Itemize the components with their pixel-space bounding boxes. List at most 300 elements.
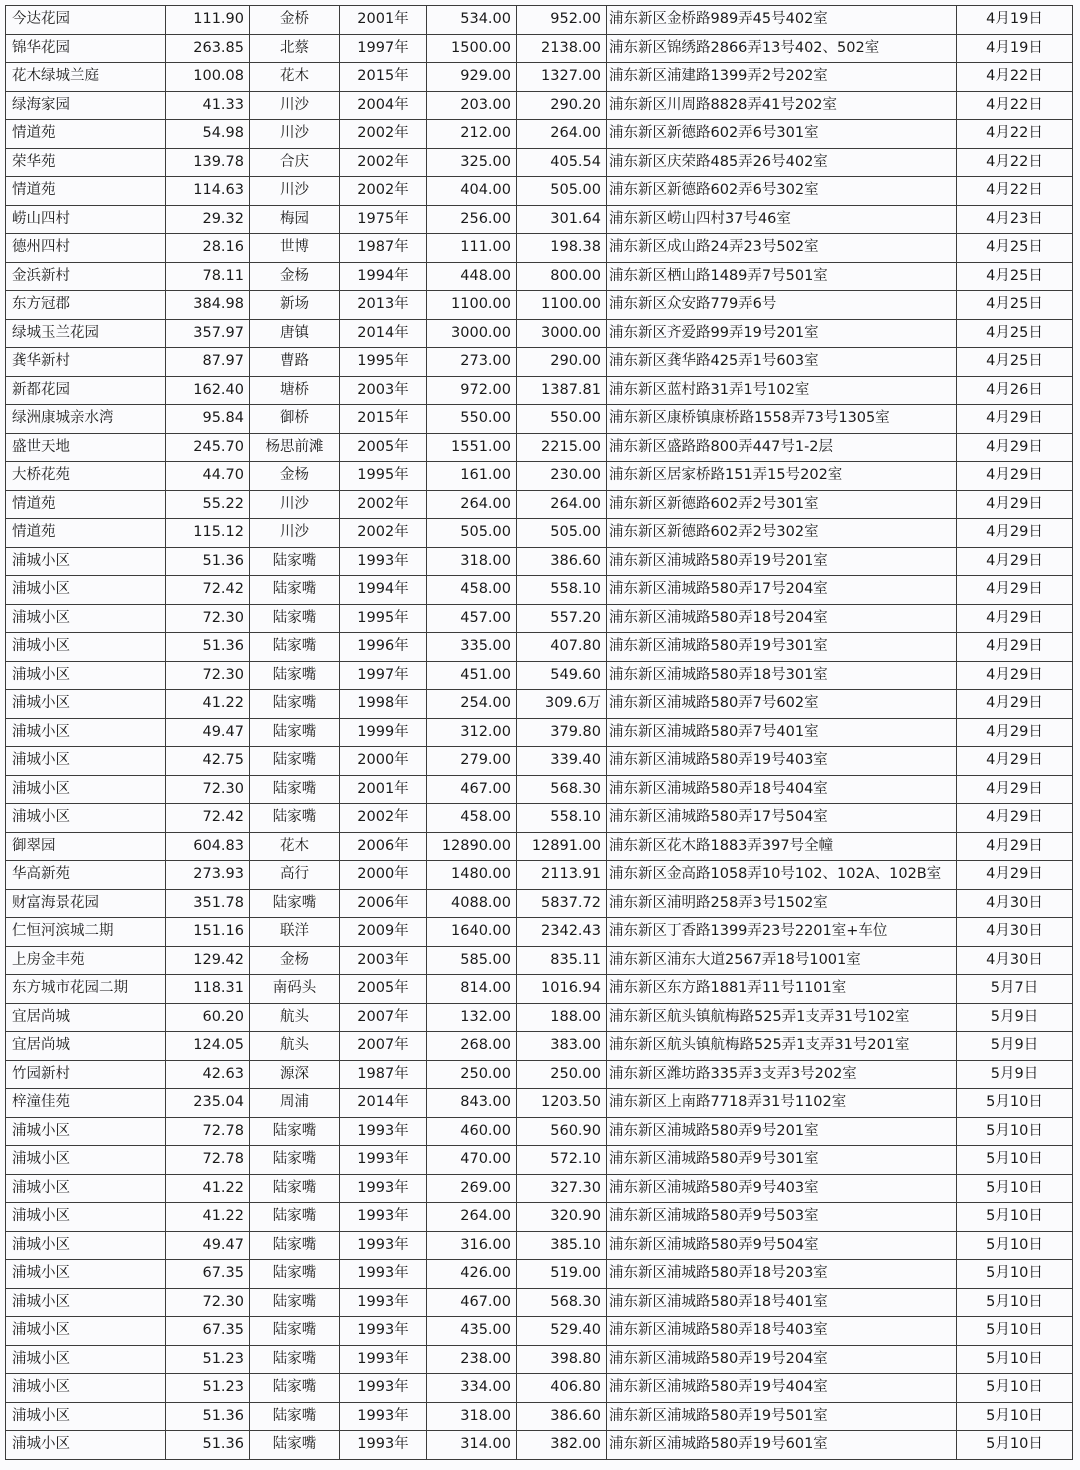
address-cell: 浦东新区浦城路580弄17号204室 bbox=[607, 576, 957, 605]
table-row bbox=[6, 1174, 1073, 1203]
table-row bbox=[6, 319, 1073, 348]
built-year-cell: 2005年 bbox=[340, 433, 427, 462]
built-year-cell: 1995年 bbox=[340, 462, 427, 491]
list-price-cell: 952.00 bbox=[517, 6, 607, 35]
estate-name-cell: 浦城小区 bbox=[6, 1288, 166, 1317]
total-price-cell: 279.00 bbox=[427, 747, 517, 776]
estate-name-cell: 浦城小区 bbox=[6, 1402, 166, 1431]
table-row bbox=[6, 376, 1073, 405]
address-cell: 浦东新区成山路24弄23号502室 bbox=[607, 234, 957, 263]
date-cell: 4月22日 bbox=[957, 91, 1073, 120]
date-cell: 5月10日 bbox=[957, 1203, 1073, 1232]
date-cell: 4月29日 bbox=[957, 576, 1073, 605]
table-row bbox=[6, 519, 1073, 548]
area-cell: 351.78 bbox=[166, 889, 250, 918]
date-cell: 4月29日 bbox=[957, 718, 1073, 747]
date-cell: 4月29日 bbox=[957, 462, 1073, 491]
table-row bbox=[6, 177, 1073, 206]
table-row bbox=[6, 718, 1073, 747]
area-cell: 72.30 bbox=[166, 775, 250, 804]
built-year-cell: 1975年 bbox=[340, 205, 427, 234]
estate-name-cell: 浦城小区 bbox=[6, 718, 166, 747]
area-cell: 129.42 bbox=[166, 946, 250, 975]
list-price-cell: 800.00 bbox=[517, 262, 607, 291]
date-cell: 5月9日 bbox=[957, 1032, 1073, 1061]
list-price-cell: 519.00 bbox=[517, 1260, 607, 1289]
list-price-cell: 383.00 bbox=[517, 1032, 607, 1061]
date-cell: 5月10日 bbox=[957, 1402, 1073, 1431]
list-price-cell: 379.80 bbox=[517, 718, 607, 747]
list-price-cell: 301.64 bbox=[517, 205, 607, 234]
date-cell: 4月29日 bbox=[957, 547, 1073, 576]
built-year-cell: 2006年 bbox=[340, 832, 427, 861]
list-price-cell: 398.80 bbox=[517, 1345, 607, 1374]
date-cell: 5月9日 bbox=[957, 1060, 1073, 1089]
district-cell: 陆家嘴 bbox=[250, 775, 340, 804]
list-price-cell: 339.40 bbox=[517, 747, 607, 776]
address-cell: 浦东新区众安路779弄6号 bbox=[607, 291, 957, 320]
total-price-cell: 312.00 bbox=[427, 718, 517, 747]
district-cell: 南码头 bbox=[250, 975, 340, 1004]
address-cell: 浦东新区金高路1058弄10号102、102A、102B室 bbox=[607, 861, 957, 890]
table-row bbox=[6, 1003, 1073, 1032]
table-row bbox=[6, 205, 1073, 234]
address-cell: 浦东新区浦城路580弄19号601室 bbox=[607, 1431, 957, 1460]
built-year-cell: 2000年 bbox=[340, 861, 427, 890]
address-cell: 浦东新区居家桥路151弄15号202室 bbox=[607, 462, 957, 491]
total-price-cell: 161.00 bbox=[427, 462, 517, 491]
list-price-cell: 250.00 bbox=[517, 1060, 607, 1089]
district-cell: 陆家嘴 bbox=[250, 1402, 340, 1431]
district-cell: 金杨 bbox=[250, 946, 340, 975]
table-row bbox=[6, 946, 1073, 975]
estate-name-cell: 华高新苑 bbox=[6, 861, 166, 890]
date-cell: 5月7日 bbox=[957, 975, 1073, 1004]
district-cell: 川沙 bbox=[250, 91, 340, 120]
date-cell: 4月29日 bbox=[957, 633, 1073, 662]
district-cell: 陆家嘴 bbox=[250, 633, 340, 662]
area-cell: 72.30 bbox=[166, 1288, 250, 1317]
district-cell: 陆家嘴 bbox=[250, 576, 340, 605]
table-row bbox=[6, 1117, 1073, 1146]
date-cell: 5月10日 bbox=[957, 1146, 1073, 1175]
table-row bbox=[6, 1431, 1073, 1460]
district-cell: 塘桥 bbox=[250, 376, 340, 405]
date-cell: 5月9日 bbox=[957, 1003, 1073, 1032]
built-year-cell: 2001年 bbox=[340, 6, 427, 35]
total-price-cell: 426.00 bbox=[427, 1260, 517, 1289]
district-cell: 陆家嘴 bbox=[250, 804, 340, 833]
built-year-cell: 2007年 bbox=[340, 1003, 427, 1032]
address-cell: 浦东新区浦城路580弄9号301室 bbox=[607, 1146, 957, 1175]
estate-name-cell: 宜居尚城 bbox=[6, 1003, 166, 1032]
list-price-cell: 320.90 bbox=[517, 1203, 607, 1232]
list-price-cell: 835.11 bbox=[517, 946, 607, 975]
table-row bbox=[6, 975, 1073, 1004]
table-row bbox=[6, 6, 1073, 35]
total-price-cell: 335.00 bbox=[427, 633, 517, 662]
address-cell: 浦东新区航头镇航梅路525弄1支弄31号201室 bbox=[607, 1032, 957, 1061]
area-cell: 114.63 bbox=[166, 177, 250, 206]
district-cell: 陆家嘴 bbox=[250, 1231, 340, 1260]
district-cell: 花木 bbox=[250, 832, 340, 861]
built-year-cell: 1993年 bbox=[340, 1203, 427, 1232]
built-year-cell: 1993年 bbox=[340, 1117, 427, 1146]
address-cell: 浦东新区潍坊路335弄3支弄3号202室 bbox=[607, 1060, 957, 1089]
area-cell: 49.47 bbox=[166, 718, 250, 747]
list-price-cell: 557.20 bbox=[517, 604, 607, 633]
district-cell: 川沙 bbox=[250, 490, 340, 519]
estate-name-cell: 龚华新村 bbox=[6, 348, 166, 377]
built-year-cell: 1995年 bbox=[340, 348, 427, 377]
date-cell: 5月10日 bbox=[957, 1431, 1073, 1460]
list-price-cell: 290.00 bbox=[517, 348, 607, 377]
built-year-cell: 2000年 bbox=[340, 747, 427, 776]
area-cell: 115.12 bbox=[166, 519, 250, 548]
built-year-cell: 1993年 bbox=[340, 1231, 427, 1260]
date-cell: 5月10日 bbox=[957, 1317, 1073, 1346]
table-row bbox=[6, 775, 1073, 804]
total-price-cell: 132.00 bbox=[427, 1003, 517, 1032]
date-cell: 4月25日 bbox=[957, 262, 1073, 291]
total-price-cell: 212.00 bbox=[427, 120, 517, 149]
address-cell: 浦东新区浦城路580弄18号203室 bbox=[607, 1260, 957, 1289]
total-price-cell: 273.00 bbox=[427, 348, 517, 377]
date-cell: 4月29日 bbox=[957, 604, 1073, 633]
total-price-cell: 972.00 bbox=[427, 376, 517, 405]
estate-name-cell: 浦城小区 bbox=[6, 1231, 166, 1260]
estate-name-cell: 今达花园 bbox=[6, 6, 166, 35]
list-price-cell: 1327.00 bbox=[517, 63, 607, 92]
date-cell: 5月10日 bbox=[957, 1345, 1073, 1374]
area-cell: 78.11 bbox=[166, 262, 250, 291]
table-row bbox=[6, 120, 1073, 149]
date-cell: 4月30日 bbox=[957, 889, 1073, 918]
table-row bbox=[6, 348, 1073, 377]
list-price-cell: 385.10 bbox=[517, 1231, 607, 1260]
date-cell: 4月29日 bbox=[957, 433, 1073, 462]
table-row bbox=[6, 1231, 1073, 1260]
area-cell: 67.35 bbox=[166, 1260, 250, 1289]
list-price-cell: 560.90 bbox=[517, 1117, 607, 1146]
table-row bbox=[6, 1203, 1073, 1232]
total-price-cell: 318.00 bbox=[427, 1402, 517, 1431]
built-year-cell: 1998年 bbox=[340, 690, 427, 719]
table-row bbox=[6, 405, 1073, 434]
estate-name-cell: 浦城小区 bbox=[6, 661, 166, 690]
date-cell: 4月22日 bbox=[957, 177, 1073, 206]
date-cell: 4月30日 bbox=[957, 946, 1073, 975]
date-cell: 4月25日 bbox=[957, 319, 1073, 348]
built-year-cell: 1993年 bbox=[340, 1374, 427, 1403]
address-cell: 浦东新区浦城路580弄18号404室 bbox=[607, 775, 957, 804]
district-cell: 周浦 bbox=[250, 1089, 340, 1118]
built-year-cell: 1993年 bbox=[340, 1174, 427, 1203]
estate-name-cell: 锦华花园 bbox=[6, 34, 166, 63]
date-cell: 4月26日 bbox=[957, 376, 1073, 405]
built-year-cell: 1997年 bbox=[340, 661, 427, 690]
list-price-cell: 505.00 bbox=[517, 519, 607, 548]
address-cell: 浦东新区浦城路580弄9号403室 bbox=[607, 1174, 957, 1203]
address-cell: 浦东新区浦城路580弄7号602室 bbox=[607, 690, 957, 719]
area-cell: 72.78 bbox=[166, 1117, 250, 1146]
total-price-cell: 458.00 bbox=[427, 576, 517, 605]
estate-name-cell: 情道苑 bbox=[6, 519, 166, 548]
table-row bbox=[6, 91, 1073, 120]
address-cell: 浦东新区浦城路580弄7号401室 bbox=[607, 718, 957, 747]
district-cell: 川沙 bbox=[250, 519, 340, 548]
address-cell: 浦东新区浦城路580弄19号501室 bbox=[607, 1402, 957, 1431]
address-cell: 浦东新区新德路602弄2号302室 bbox=[607, 519, 957, 548]
total-price-cell: 1551.00 bbox=[427, 433, 517, 462]
built-year-cell: 2002年 bbox=[340, 490, 427, 519]
list-price-cell: 568.30 bbox=[517, 775, 607, 804]
table-row bbox=[6, 804, 1073, 833]
district-cell: 合庆 bbox=[250, 148, 340, 177]
address-cell: 浦东新区康桥镇康桥路1558弄73号1305室 bbox=[607, 405, 957, 434]
built-year-cell: 2002年 bbox=[340, 804, 427, 833]
date-cell: 4月29日 bbox=[957, 775, 1073, 804]
list-price-cell: 549.60 bbox=[517, 661, 607, 690]
list-price-cell: 386.60 bbox=[517, 1402, 607, 1431]
list-price-cell: 309.6万 bbox=[517, 690, 607, 719]
district-cell: 梅园 bbox=[250, 205, 340, 234]
address-cell: 浦东新区上南路7718弄31号1102室 bbox=[607, 1089, 957, 1118]
built-year-cell: 1999年 bbox=[340, 718, 427, 747]
address-cell: 浦东新区浦城路580弄9号504室 bbox=[607, 1231, 957, 1260]
total-price-cell: 467.00 bbox=[427, 775, 517, 804]
address-cell: 浦东新区浦城路580弄18号204室 bbox=[607, 604, 957, 633]
estate-name-cell: 情道苑 bbox=[6, 490, 166, 519]
list-price-cell: 386.60 bbox=[517, 547, 607, 576]
date-cell: 4月22日 bbox=[957, 63, 1073, 92]
estate-name-cell: 绿城玉兰花园 bbox=[6, 319, 166, 348]
table-row bbox=[6, 633, 1073, 662]
total-price-cell: 470.00 bbox=[427, 1146, 517, 1175]
total-price-cell: 4088.00 bbox=[427, 889, 517, 918]
area-cell: 29.32 bbox=[166, 205, 250, 234]
total-price-cell: 457.00 bbox=[427, 604, 517, 633]
built-year-cell: 2014年 bbox=[340, 319, 427, 348]
total-price-cell: 467.00 bbox=[427, 1288, 517, 1317]
built-year-cell: 2014年 bbox=[340, 1089, 427, 1118]
address-cell: 浦东新区栖山路1489弄7号501室 bbox=[607, 262, 957, 291]
built-year-cell: 2004年 bbox=[340, 91, 427, 120]
built-year-cell: 2003年 bbox=[340, 946, 427, 975]
address-cell: 浦东新区浦城路580弄18号401室 bbox=[607, 1288, 957, 1317]
list-price-cell: 2342.43 bbox=[517, 918, 607, 947]
date-cell: 5月10日 bbox=[957, 1374, 1073, 1403]
district-cell: 航头 bbox=[250, 1003, 340, 1032]
total-price-cell: 111.00 bbox=[427, 234, 517, 263]
list-price-cell: 407.80 bbox=[517, 633, 607, 662]
area-cell: 384.98 bbox=[166, 291, 250, 320]
list-price-cell: 568.30 bbox=[517, 1288, 607, 1317]
area-cell: 72.42 bbox=[166, 576, 250, 605]
address-cell: 浦东新区浦建路1399弄2号202室 bbox=[607, 63, 957, 92]
district-cell: 陆家嘴 bbox=[250, 1288, 340, 1317]
date-cell: 4月29日 bbox=[957, 747, 1073, 776]
estate-name-cell: 浦城小区 bbox=[6, 1260, 166, 1289]
built-year-cell: 1993年 bbox=[340, 1260, 427, 1289]
estate-name-cell: 上房金丰苑 bbox=[6, 946, 166, 975]
list-price-cell: 327.30 bbox=[517, 1174, 607, 1203]
table-row bbox=[6, 918, 1073, 947]
district-cell: 金杨 bbox=[250, 462, 340, 491]
built-year-cell: 1993年 bbox=[340, 1288, 427, 1317]
district-cell: 陆家嘴 bbox=[250, 661, 340, 690]
total-price-cell: 264.00 bbox=[427, 490, 517, 519]
date-cell: 4月23日 bbox=[957, 205, 1073, 234]
total-price-cell: 435.00 bbox=[427, 1317, 517, 1346]
estate-name-cell: 浦城小区 bbox=[6, 1174, 166, 1203]
table-row bbox=[6, 490, 1073, 519]
area-cell: 245.70 bbox=[166, 433, 250, 462]
address-cell: 浦东新区蓝村路31弄1号102室 bbox=[607, 376, 957, 405]
list-price-cell: 1016.94 bbox=[517, 975, 607, 1004]
table-row bbox=[6, 148, 1073, 177]
date-cell: 4月29日 bbox=[957, 519, 1073, 548]
table-row bbox=[6, 291, 1073, 320]
built-year-cell: 2005年 bbox=[340, 975, 427, 1004]
area-cell: 72.30 bbox=[166, 661, 250, 690]
date-cell: 4月22日 bbox=[957, 120, 1073, 149]
district-cell: 陆家嘴 bbox=[250, 1117, 340, 1146]
estate-name-cell: 东方冠郡 bbox=[6, 291, 166, 320]
address-cell: 浦东新区浦明路258弄3号1502室 bbox=[607, 889, 957, 918]
address-cell: 浦东新区浦城路580弄18号403室 bbox=[607, 1317, 957, 1346]
district-cell: 川沙 bbox=[250, 120, 340, 149]
total-price-cell: 269.00 bbox=[427, 1174, 517, 1203]
date-cell: 5月10日 bbox=[957, 1231, 1073, 1260]
table-row bbox=[6, 1032, 1073, 1061]
built-year-cell: 2015年 bbox=[340, 63, 427, 92]
area-cell: 41.22 bbox=[166, 1203, 250, 1232]
built-year-cell: 1996年 bbox=[340, 633, 427, 662]
district-cell: 陆家嘴 bbox=[250, 718, 340, 747]
estate-name-cell: 浦城小区 bbox=[6, 633, 166, 662]
area-cell: 55.22 bbox=[166, 490, 250, 519]
area-cell: 28.16 bbox=[166, 234, 250, 263]
built-year-cell: 2002年 bbox=[340, 120, 427, 149]
estate-name-cell: 财富海景花园 bbox=[6, 889, 166, 918]
total-price-cell: 585.00 bbox=[427, 946, 517, 975]
area-cell: 72.78 bbox=[166, 1146, 250, 1175]
area-cell: 51.36 bbox=[166, 633, 250, 662]
date-cell: 4月19日 bbox=[957, 34, 1073, 63]
date-cell: 4月29日 bbox=[957, 661, 1073, 690]
district-cell: 陆家嘴 bbox=[250, 1203, 340, 1232]
district-cell: 北蔡 bbox=[250, 34, 340, 63]
total-price-cell: 404.00 bbox=[427, 177, 517, 206]
district-cell: 御桥 bbox=[250, 405, 340, 434]
area-cell: 41.22 bbox=[166, 690, 250, 719]
address-cell: 浦东新区浦城路580弄19号301室 bbox=[607, 633, 957, 662]
list-price-cell: 290.20 bbox=[517, 91, 607, 120]
table-row bbox=[6, 576, 1073, 605]
table-row bbox=[6, 1146, 1073, 1175]
area-cell: 54.98 bbox=[166, 120, 250, 149]
estate-name-cell: 梓潼佳苑 bbox=[6, 1089, 166, 1118]
total-price-cell: 250.00 bbox=[427, 1060, 517, 1089]
estate-name-cell: 崂山四村 bbox=[6, 205, 166, 234]
total-price-cell: 318.00 bbox=[427, 547, 517, 576]
area-cell: 162.40 bbox=[166, 376, 250, 405]
built-year-cell: 1987年 bbox=[340, 234, 427, 263]
address-cell: 浦东新区金桥路989弄45号402室 bbox=[607, 6, 957, 35]
total-price-cell: 325.00 bbox=[427, 148, 517, 177]
area-cell: 604.83 bbox=[166, 832, 250, 861]
estate-name-cell: 浦城小区 bbox=[6, 1345, 166, 1374]
area-cell: 41.22 bbox=[166, 1174, 250, 1203]
area-cell: 44.70 bbox=[166, 462, 250, 491]
estate-name-cell: 浦城小区 bbox=[6, 690, 166, 719]
table-row bbox=[6, 747, 1073, 776]
built-year-cell: 2002年 bbox=[340, 519, 427, 548]
total-price-cell: 254.00 bbox=[427, 690, 517, 719]
area-cell: 95.84 bbox=[166, 405, 250, 434]
table-row bbox=[6, 63, 1073, 92]
area-cell: 235.04 bbox=[166, 1089, 250, 1118]
address-cell: 浦东新区浦城路580弄17号504室 bbox=[607, 804, 957, 833]
district-cell: 联洋 bbox=[250, 918, 340, 947]
built-year-cell: 1993年 bbox=[340, 1402, 427, 1431]
district-cell: 陆家嘴 bbox=[250, 1345, 340, 1374]
district-cell: 陆家嘴 bbox=[250, 1431, 340, 1460]
address-cell: 浦东新区新德路602弄2号301室 bbox=[607, 490, 957, 519]
total-price-cell: 843.00 bbox=[427, 1089, 517, 1118]
total-price-cell: 268.00 bbox=[427, 1032, 517, 1061]
district-cell: 陆家嘴 bbox=[250, 1146, 340, 1175]
table-row bbox=[6, 1317, 1073, 1346]
built-year-cell: 2001年 bbox=[340, 775, 427, 804]
estate-name-cell: 浦城小区 bbox=[6, 1431, 166, 1460]
total-price-cell: 460.00 bbox=[427, 1117, 517, 1146]
table-row bbox=[6, 433, 1073, 462]
date-cell: 4月29日 bbox=[957, 405, 1073, 434]
estate-name-cell: 浦城小区 bbox=[6, 804, 166, 833]
list-price-cell: 1203.50 bbox=[517, 1089, 607, 1118]
date-cell: 5月10日 bbox=[957, 1288, 1073, 1317]
table-row bbox=[6, 1402, 1073, 1431]
estate-name-cell: 御翠园 bbox=[6, 832, 166, 861]
date-cell: 5月10日 bbox=[957, 1260, 1073, 1289]
estate-name-cell: 情道苑 bbox=[6, 177, 166, 206]
built-year-cell: 2002年 bbox=[340, 177, 427, 206]
list-price-cell: 2215.00 bbox=[517, 433, 607, 462]
estate-name-cell: 浦城小区 bbox=[6, 747, 166, 776]
address-cell: 浦东新区新德路602弄6号302室 bbox=[607, 177, 957, 206]
total-price-cell: 814.00 bbox=[427, 975, 517, 1004]
estate-name-cell: 浦城小区 bbox=[6, 547, 166, 576]
estate-name-cell: 浦城小区 bbox=[6, 604, 166, 633]
area-cell: 72.42 bbox=[166, 804, 250, 833]
area-cell: 151.16 bbox=[166, 918, 250, 947]
address-cell: 浦东新区浦城路580弄19号404室 bbox=[607, 1374, 957, 1403]
estate-name-cell: 竹园新村 bbox=[6, 1060, 166, 1089]
estate-name-cell: 盛世天地 bbox=[6, 433, 166, 462]
table-row bbox=[6, 604, 1073, 633]
area-cell: 124.05 bbox=[166, 1032, 250, 1061]
district-cell: 杨思前滩 bbox=[250, 433, 340, 462]
date-cell: 4月29日 bbox=[957, 832, 1073, 861]
area-cell: 60.20 bbox=[166, 1003, 250, 1032]
area-cell: 41.33 bbox=[166, 91, 250, 120]
address-cell: 浦东新区浦城路580弄19号403室 bbox=[607, 747, 957, 776]
district-cell: 新场 bbox=[250, 291, 340, 320]
built-year-cell: 1993年 bbox=[340, 1345, 427, 1374]
date-cell: 5月10日 bbox=[957, 1089, 1073, 1118]
